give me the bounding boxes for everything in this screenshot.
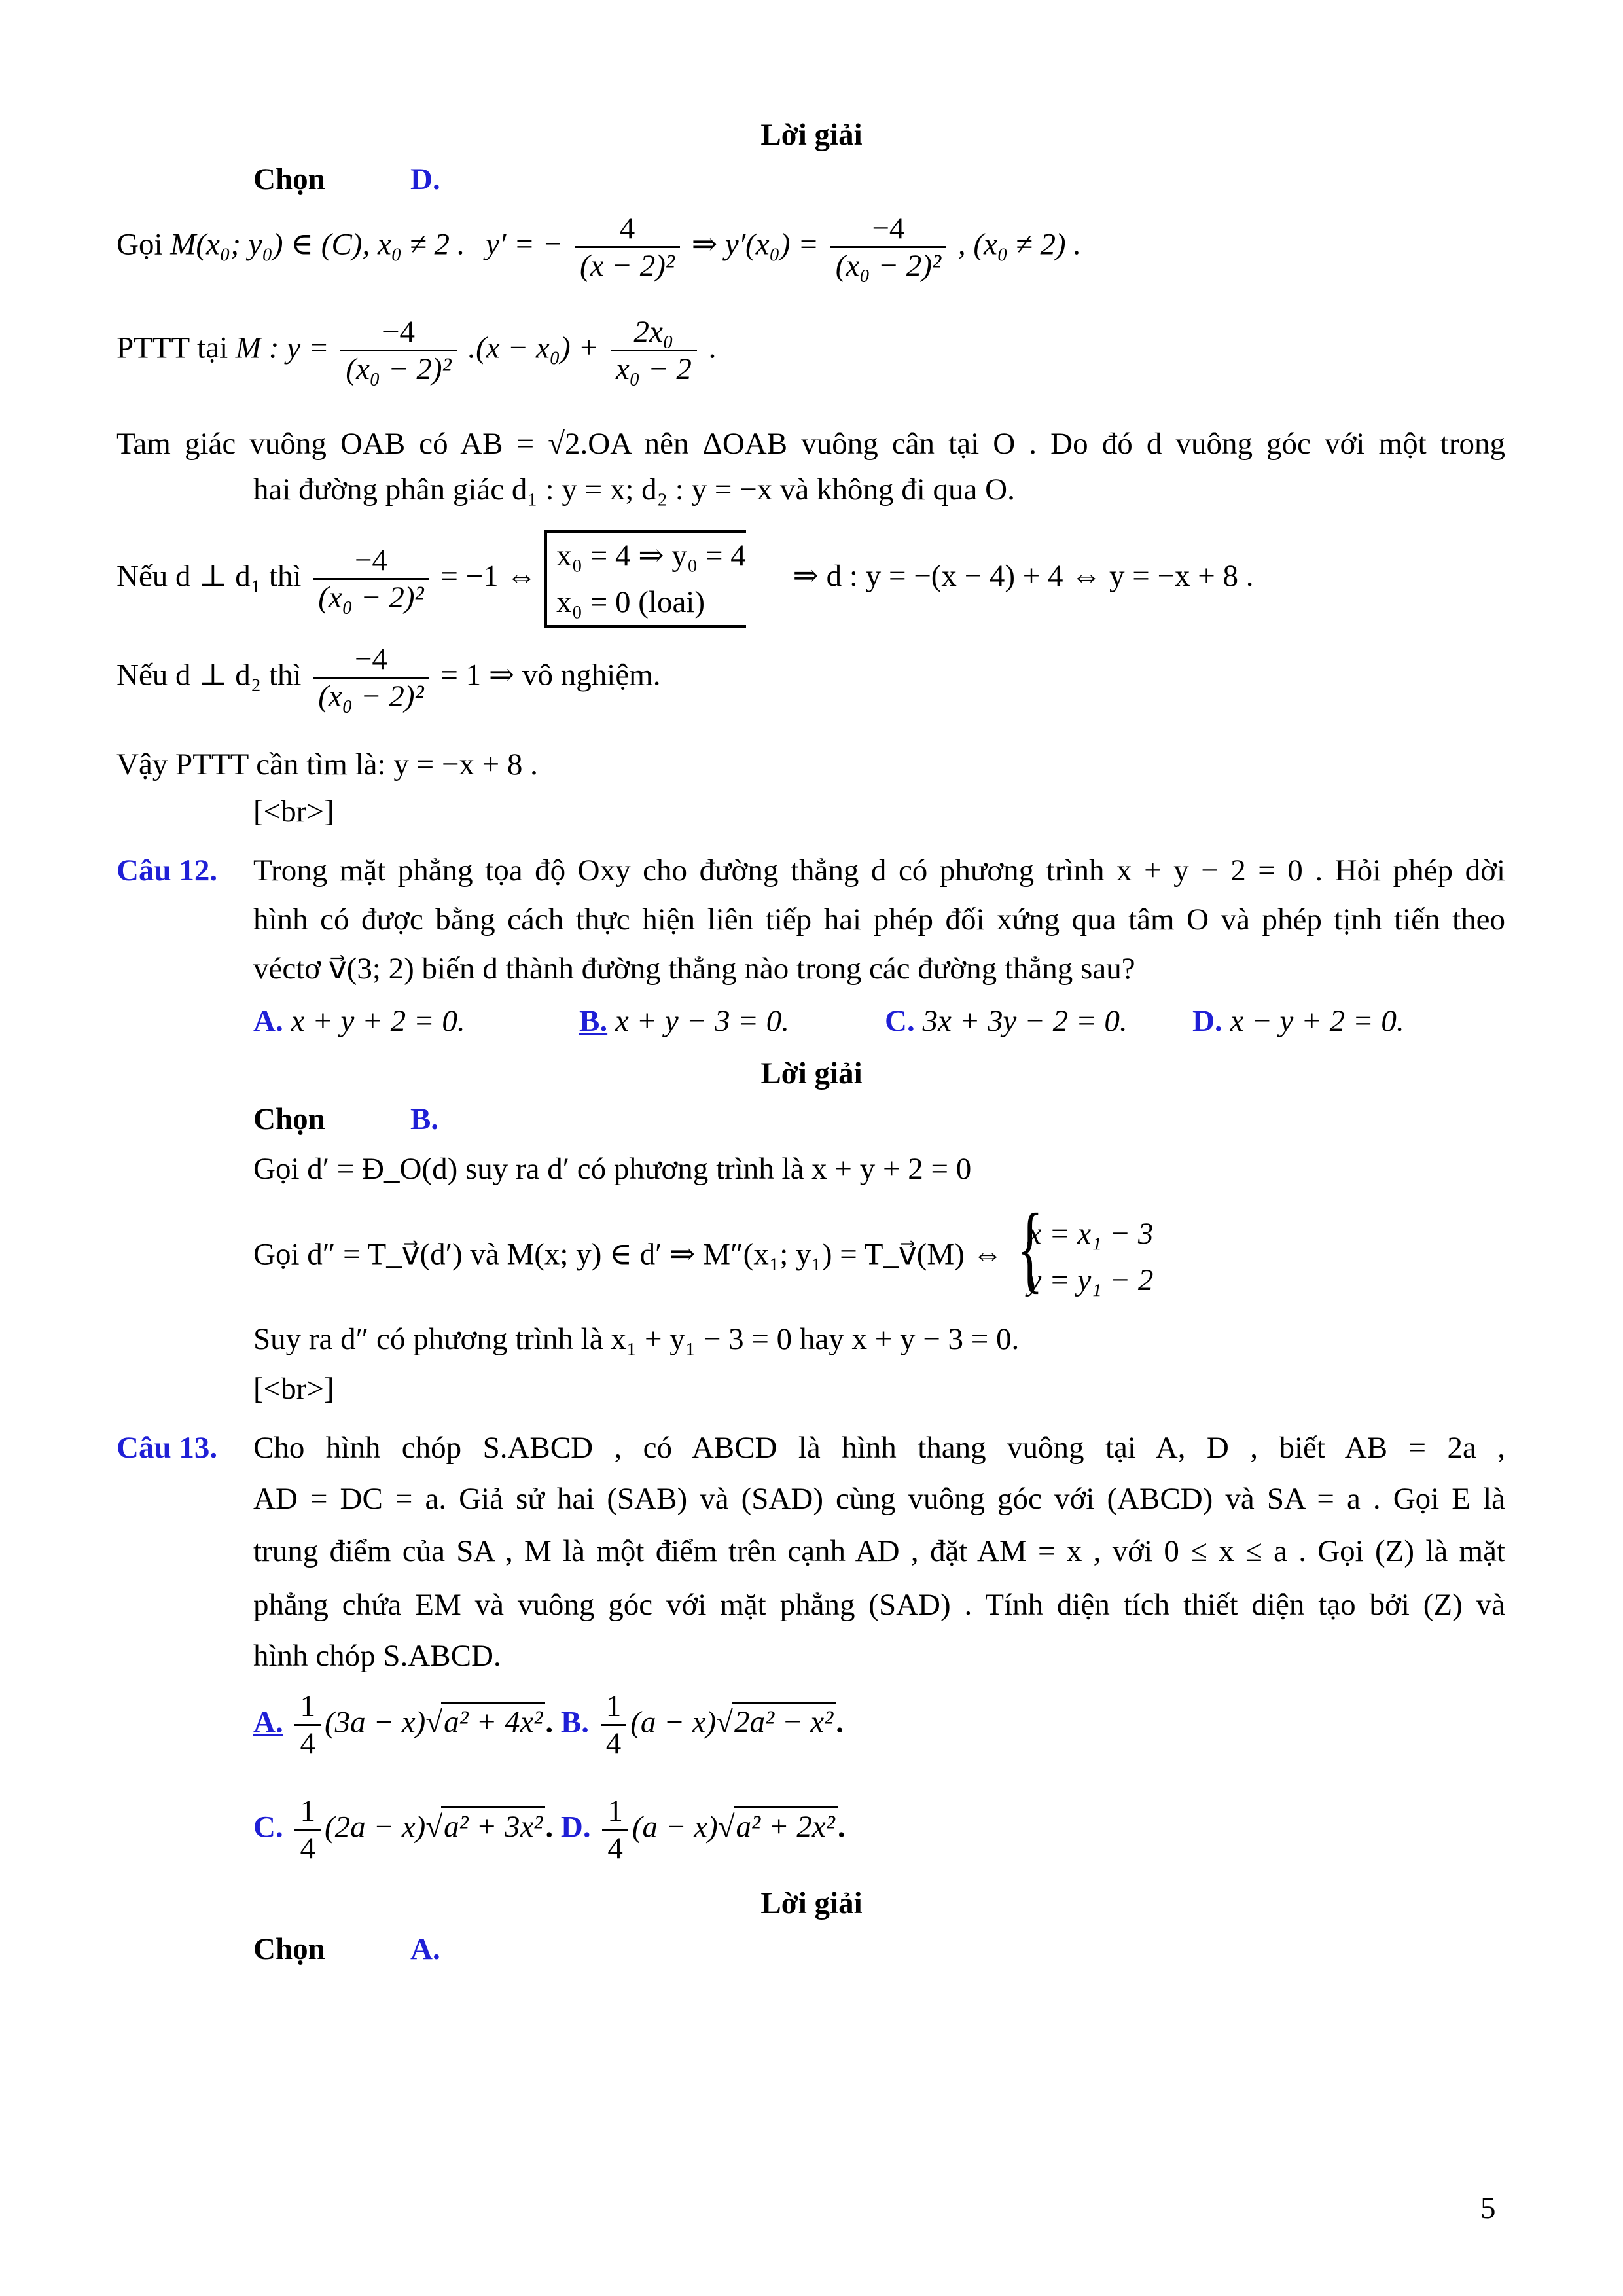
solution-step: Suy ra d″ có phương trình là x₁ + y₁ − 3 = 0 hay x + y − 3 = 0. xyxy=(253,1322,1020,1356)
conclusion: Vậy PTTT cần tìm là: y = −x + 8 . xyxy=(116,747,538,781)
solution-heading: Lời giải xyxy=(760,1056,863,1090)
solution-heading: Lời giải xyxy=(760,1886,863,1920)
question-text: trung điểm của SA , M là một điểm trên cạnh AD , đặt AM = x , với 0 ≤ x ≤ a . Gọi (Z) là mặt xyxy=(253,1534,1505,1568)
fraction: $\frac{-4}{\text{(x₀ − 2)²}}$ xyxy=(313,641,429,714)
option-a-b-row: A. $\frac{1}{4}$ (3a − x)√a² + 4x². B. $\frac{1}{4}$ (a − x)√2a² − x². xyxy=(253,1689,844,1761)
question-text: Trong mặt phẳng tọa độ Oxy cho đường thẳng d có phương trình x + y − 2 = 0 . Hỏi phép dời xyxy=(253,853,1505,888)
question-text: AD = DC = a. Giả sử hai (SAB) và (SAD) cùng vuông góc với (ABCD) và SA = a . Gọi E là xyxy=(253,1482,1505,1516)
option-b: B. x + y − 3 = 0. xyxy=(579,1004,789,1038)
page-number: 5 xyxy=(1480,2191,1496,2225)
choice-line: Chọn B. xyxy=(253,1102,439,1136)
option-c-d-row: C. $\frac{1}{4}$ (2a − x)√a² + 3x². D. $\frac{1}{4}$ (a − x)√a² + 2x². xyxy=(253,1794,846,1866)
paragraph: hai đường phân giác d₁ : y = x; d₂ : y = −x và không đi qua O. xyxy=(253,473,1015,507)
tangent-line-equation: PTTT tại M : y = $\frac{-4}{\text{(x₀ − 2)²}}$ .(x − x₀) + $\frac{\text{2x₀}}{\text{x₀ − 2}}$ . xyxy=(116,315,717,387)
question-text: véctơ v⃗(3; 2) biến d thành đường thẳng nào trong các đường thẳng sau? xyxy=(253,952,1135,986)
paragraph: Tam giác vuông OAB có AB = √2.OA nên ΔOAB vuông cân tại O . Do đó d vuông góc với một trong xyxy=(116,427,1505,461)
question-text: Cho hình chóp S.ABCD , có ABCD là hình thang vuông tại A, D , biết AB = 2a , xyxy=(253,1431,1505,1465)
fraction: $\frac{-4}{\text{(x₀ − 2)²}}$ xyxy=(340,314,456,387)
choice-line: Chọn A. xyxy=(253,1932,440,1966)
option-a: A. x + y + 2 = 0. xyxy=(253,1004,465,1038)
case-perpendicular-d1: Nếu d ⊥ d₁ thì $\frac{-4}{\text{(x₀ − 2)²}}$ = −1 ⇔ x₀ = 4 ⇒ y₀ = 4 x₀ = 0 (loai) ⇒ d : y = −(x − 4) + 4 ⇔ y = −x + 8 . xyxy=(116,530,1254,628)
solution-step: Gọi d′ = Đ_O(d) suy ra d′ có phương trình là x + y + 2 = 0 xyxy=(253,1152,972,1186)
solution-step: Gọi d″ = T_v⃗(d′) và M(x; y) ∈ d′ ⇒ M″(x₁; y₁) = T_v⃗(M) ⇔ { x = x₁ − 3 y = y₁ − 2 xyxy=(253,1211,1153,1303)
option-c: C. 3x + 3y − 2 = 0. xyxy=(885,1004,1128,1038)
question-text: hình có được bằng cách thực hiện liên tiếp hai phép đối xứng qua tâm O và phép tịnh tiến theo xyxy=(253,903,1505,937)
fraction: $\frac{-4}{\text{(x₀ − 2)²}}$ xyxy=(313,543,429,615)
question-text: phẳng chứa EM và vuông góc với mặt phẳng (SAD) . Tính diện tích thiết diện tạo bởi (Z) và xyxy=(253,1588,1505,1622)
derivative-line: Gọi M(x₀; y₀) ∈ (C), x₀ ≠ 2 . y′ = − $\frac{4}{\text{(x − 2)²}}$ ⇒ y′(x₀) = $\frac{-4}{\text{(x₀ − 2)²}}$ , (x₀ ≠ 2) . xyxy=(116,211,1082,283)
question-label: Câu 12. xyxy=(116,853,218,888)
fraction: $\frac{-4}{\text{(x₀ − 2)²}}$ xyxy=(830,211,946,283)
case-perpendicular-d2: Nếu d ⊥ d₂ thì $\frac{-4}{\text{(x₀ − 2)²}}$ = 1 ⇒ vô nghiệm. xyxy=(116,642,661,714)
system-brace: { x = x₁ − 3 y = y₁ − 2 xyxy=(1010,1211,1153,1303)
choose-answer: D. xyxy=(410,162,440,196)
choice-line xyxy=(253,161,440,198)
fraction: $\frac{\text{2x₀}}{\text{x₀ − 2}}$ xyxy=(611,314,697,387)
question-label: Câu 13. xyxy=(116,1431,218,1465)
option-d: D. x − y + 2 = 0. xyxy=(1192,1004,1404,1038)
br-marker: [<br>] xyxy=(253,795,334,829)
br-marker: [<br>] xyxy=(253,1372,334,1406)
question-text: hình chóp S.ABCD. xyxy=(253,1639,501,1673)
choose-label: Chọn xyxy=(253,162,325,196)
solution-heading: Lời giải xyxy=(760,118,863,152)
case-bracket: x₀ = 4 ⇒ y₀ = 4 x₀ = 0 (loai) xyxy=(544,530,746,628)
fraction: $\frac{4}{\text{(x − 2)²}}$ xyxy=(575,211,680,283)
